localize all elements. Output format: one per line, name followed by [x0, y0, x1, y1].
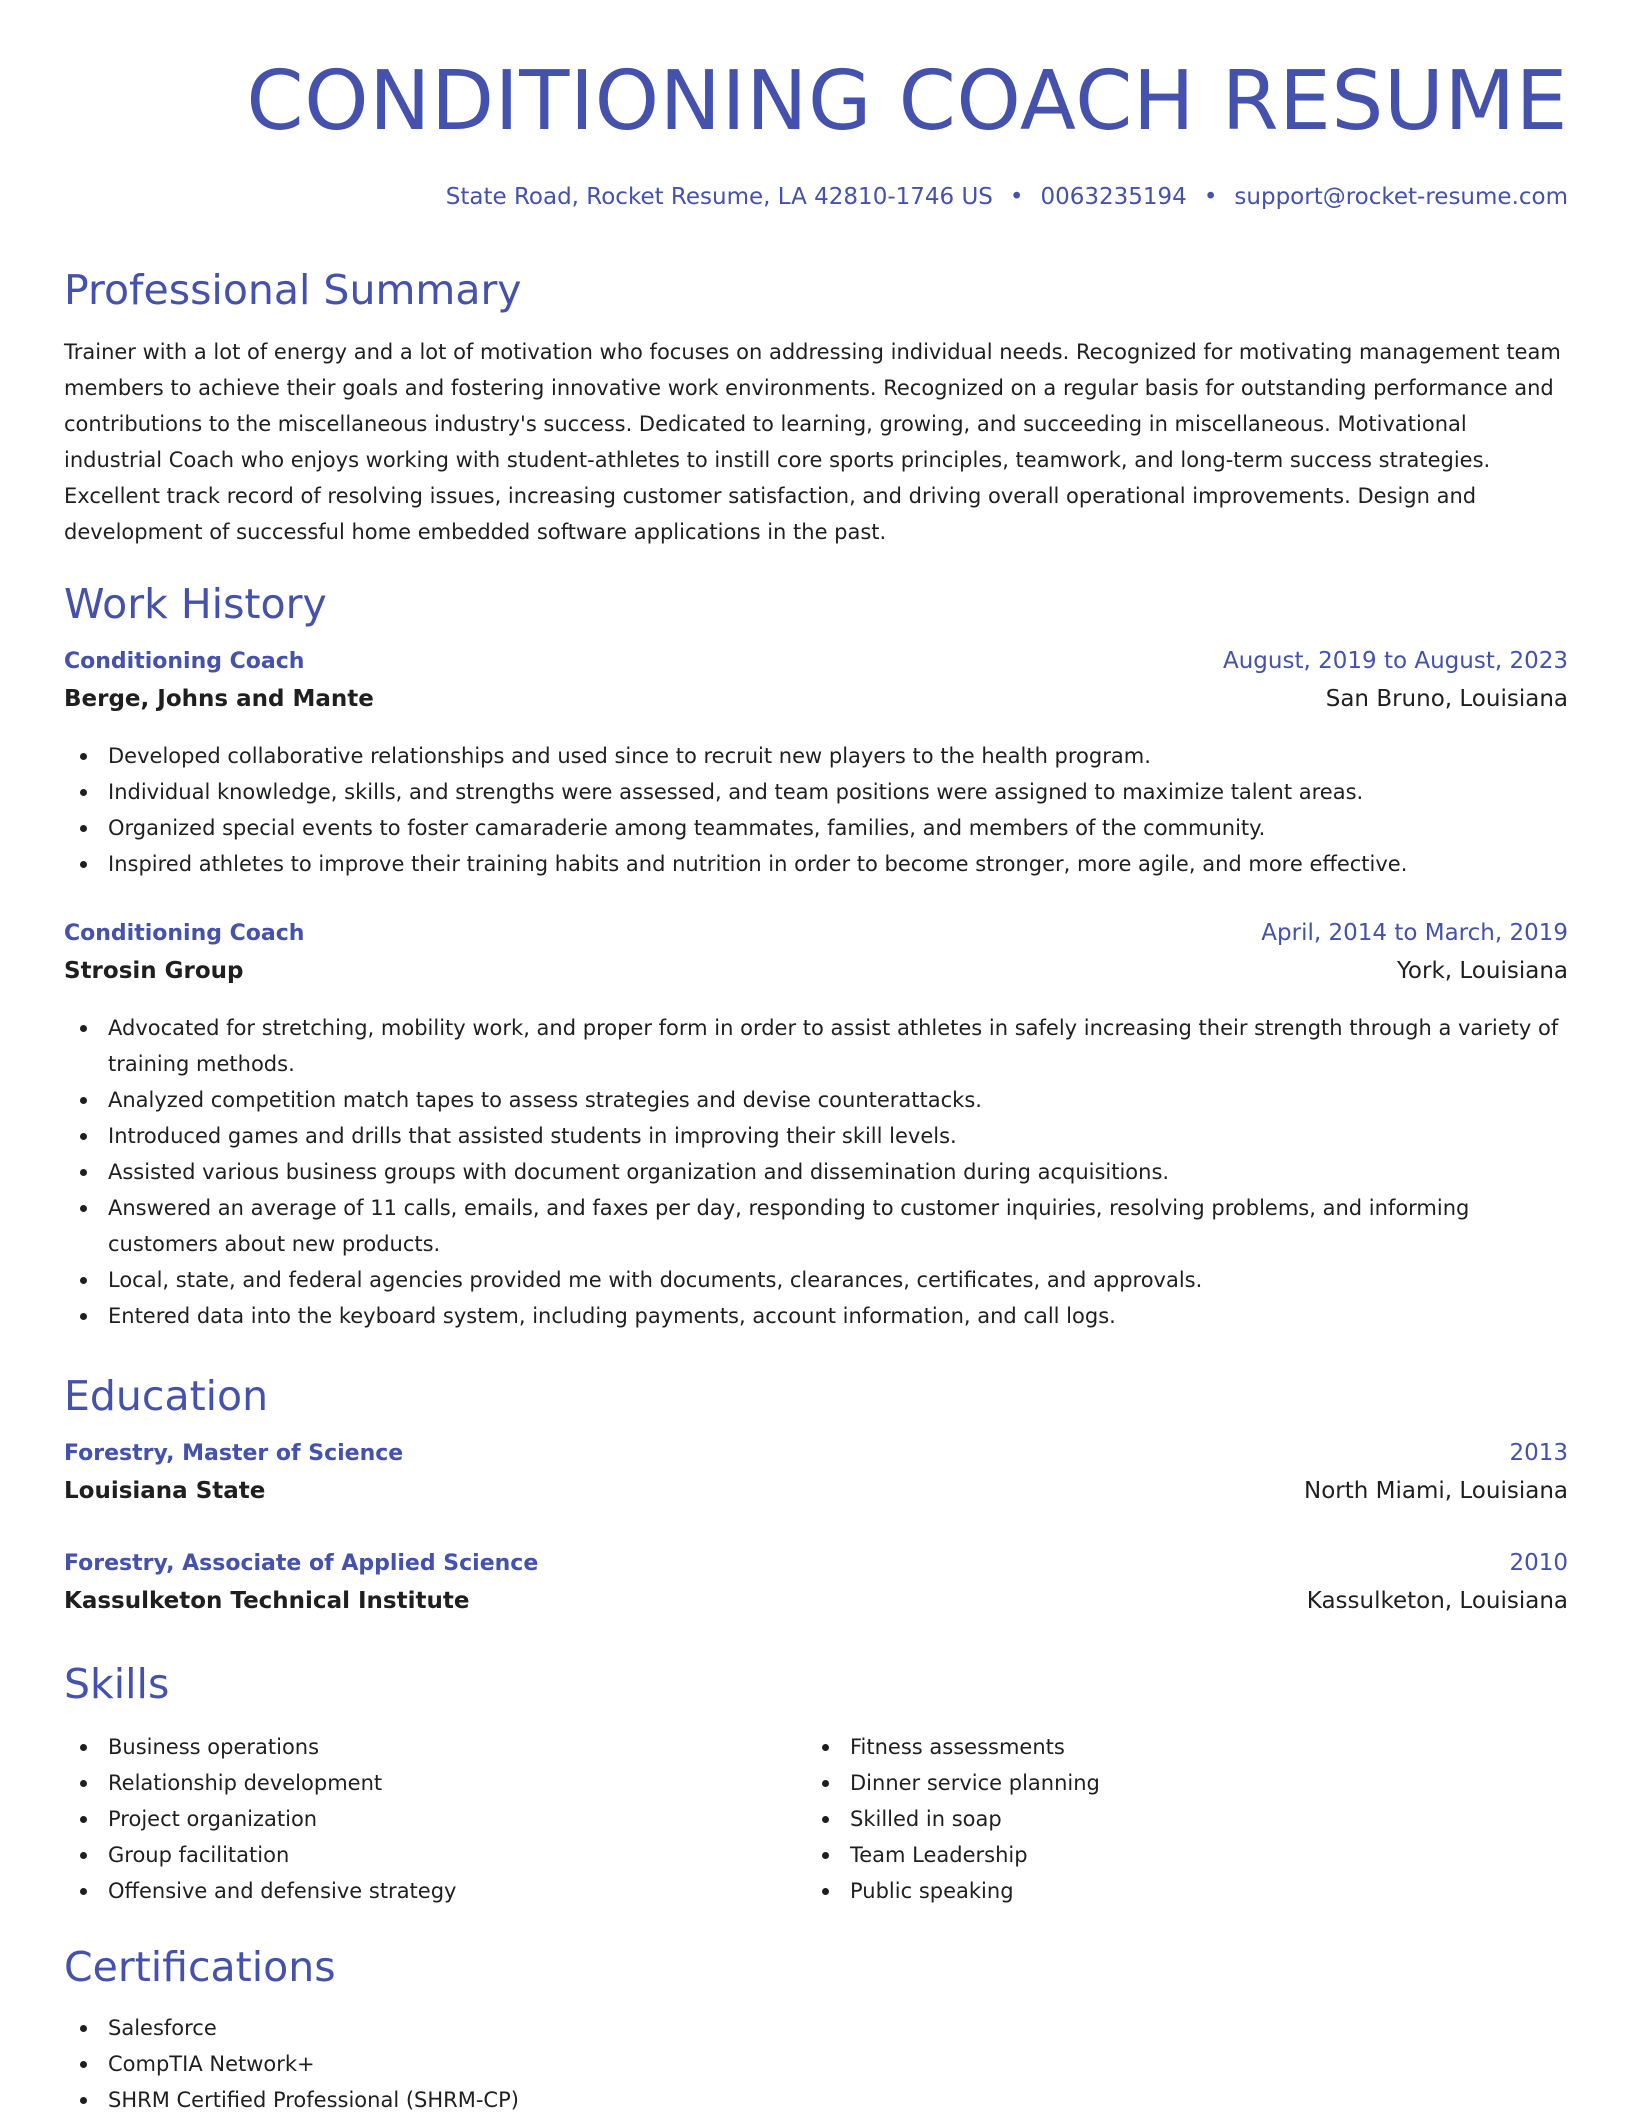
resume-title: CONDITIONING COACH RESUME: [246, 54, 1568, 149]
contact-address: State Road, Rocket Resume, LA 42810-1746 US: [445, 184, 993, 210]
job-bullet: Organized special events to foster camaraderie among teammates, families, and members of the community.: [64, 810, 1568, 846]
skill-item: Fitness assessments: [806, 1729, 1506, 1765]
education-year: 2013: [1509, 1440, 1568, 1466]
contact-separator: •: [1203, 184, 1218, 210]
job-bullet: Introduced games and drills that assisted students in improving their skill levels.: [64, 1118, 1568, 1154]
skill-item: Offensive and defensive strategy: [64, 1873, 764, 1909]
job-bullet: Developed collaborative relationships and used since to recruit new players to the health program.: [64, 738, 1568, 774]
skill-item: Public speaking: [806, 1873, 1506, 1909]
skill-item: Group facilitation: [64, 1837, 764, 1873]
job-location: York, Louisiana: [1396, 958, 1568, 984]
skill-item: Dinner service planning: [806, 1765, 1506, 1801]
work-history-heading: Work History: [64, 580, 327, 628]
summary-text: Trainer with a lot of energy and a lot of motivation who focuses on addressing individual needs. Recognized for motivating management team members to achieve their goals and fostering innovative work environments. Recognized on a regular basis for outstanding performance and contributions to the miscellaneous industry's success. Dedicated to learning, growing, and succeeding in miscellaneous. Motivational industrial Coach who enjoys working with student-athletes to instill core sports principles, teamwork, and long-term success strategies. Excellent track record of resolving issues, increasing customer satisfaction, and driving overall operational improvements. Design and development of successful home embedded software applications in the past.: [64, 340, 1561, 544]
job-bullet: Entered data into the keyboard system, including payments, account information, and call logs.: [64, 1298, 1568, 1334]
education-degree: Forestry, Master of Science: [64, 1441, 404, 1466]
job-bullet: Inspired athletes to improve their training habits and nutrition in order to become stronger, more agile, and more effective.: [64, 846, 1568, 882]
education-entry: [64, 1550, 1568, 1626]
job-bullet: Individual knowledge, skills, and strengths were assessed, and team positions were assigned to maximize talent areas.: [64, 774, 1568, 810]
education-degree: Forestry, Associate of Applied Science: [64, 1551, 539, 1576]
education-heading: Education: [64, 1372, 269, 1420]
certifications-list: [64, 2010, 1568, 2112]
job-entry: [64, 648, 1568, 882]
skills-list-right: [806, 1729, 1506, 1909]
skill-item: Project organization: [64, 1801, 764, 1837]
job-title: Conditioning Coach: [64, 649, 305, 674]
job-bullet: Answered an average of 11 calls, emails, and faxes per day, responding to customer inquiries, resolving problems, and informing customers about new products.: [64, 1190, 1568, 1262]
education-location: North Miami, Louisiana: [1304, 1478, 1568, 1504]
job-company: Berge, Johns and Mante: [64, 686, 374, 712]
skills-list-left: [64, 1729, 764, 1909]
education-entry: [64, 1440, 1568, 1516]
education-school: Louisiana State: [64, 1478, 266, 1504]
job-bullet: Advocated for stretching, mobility work, and proper form in order to assist athletes in safely increasing their strength through a variety of training methods.: [64, 1010, 1568, 1082]
education-school: Kassulketon Technical Institute: [64, 1588, 470, 1614]
job-bullet-list: [64, 738, 1568, 882]
education-year: 2010: [1509, 1550, 1568, 1576]
skill-item: Skilled in soap: [806, 1801, 1506, 1837]
job-company: Strosin Group: [64, 958, 244, 984]
job-location: San Bruno, Louisiana: [1325, 686, 1568, 712]
skill-item: Business operations: [64, 1729, 764, 1765]
job-bullet: Local, state, and federal agencies provided me with documents, clearances, certificates, and approvals.: [64, 1262, 1568, 1298]
job-dates: April, 2014 to March, 2019: [1261, 920, 1568, 946]
skills-heading: Skills: [64, 1660, 170, 1708]
skill-item: Team Leadership: [806, 1837, 1506, 1873]
job-bullet-list: [64, 1010, 1568, 1334]
contact-phone: 0063235194: [1040, 184, 1187, 210]
job-title: Conditioning Coach: [64, 921, 305, 946]
job-entry: [64, 920, 1568, 1334]
job-bullet: Analyzed competition match tapes to assess strategies and devise counterattacks.: [64, 1082, 1568, 1118]
contact-line: [446, 180, 1568, 214]
certification-item: Salesforce: [64, 2010, 1568, 2046]
contact-separator: •: [1009, 184, 1024, 210]
certifications-heading: Certifications: [64, 1943, 336, 1991]
certification-item: SHRM Certified Professional (SHRM-CP): [64, 2082, 1568, 2112]
job-dates: August, 2019 to August, 2023: [1223, 648, 1568, 674]
summary-heading: Professional Summary: [64, 266, 522, 314]
skill-item: Relationship development: [64, 1765, 764, 1801]
education-location: Kassulketon, Louisiana: [1306, 1588, 1568, 1614]
certification-item: CompTIA Network+: [64, 2046, 1568, 2082]
contact-email: support@rocket-resume.com: [1234, 184, 1568, 210]
job-bullet: Assisted various business groups with document organization and dissemination during acquisitions.: [64, 1154, 1568, 1190]
